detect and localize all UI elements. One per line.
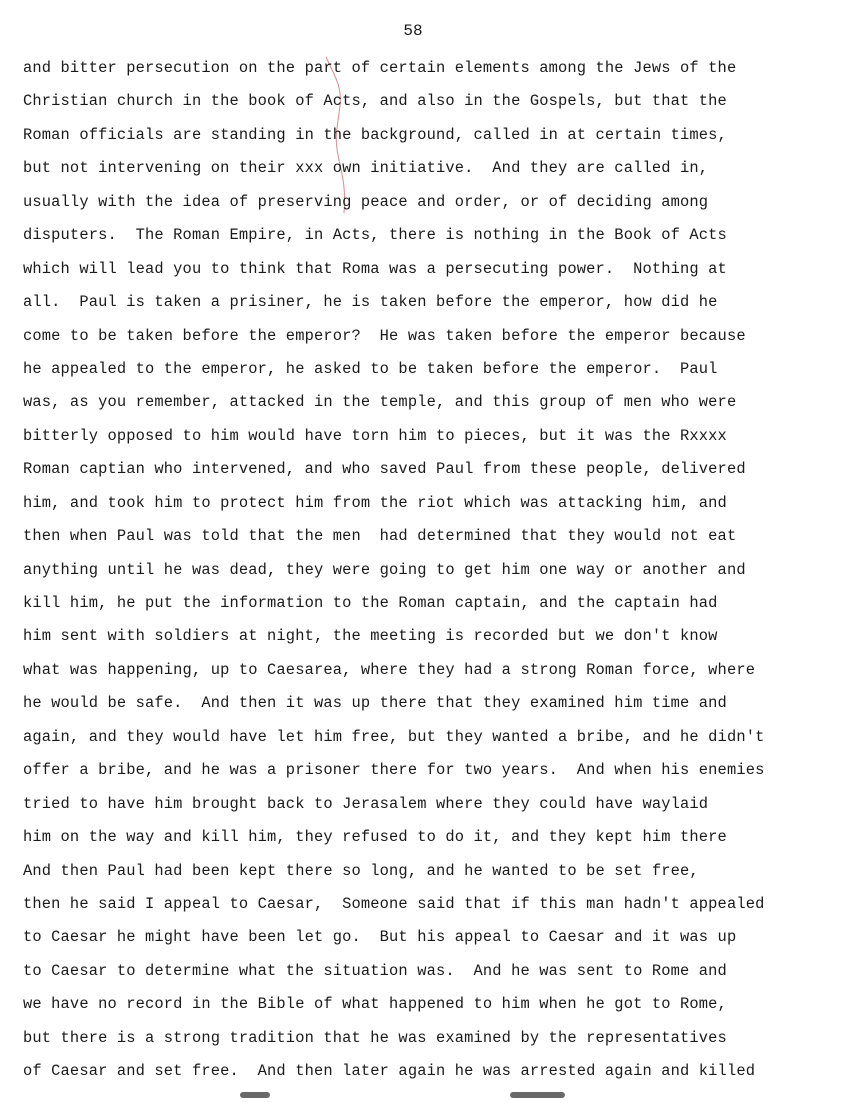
text-line: to Caesar to determine what the situation was. And he was sent to Rome and xyxy=(23,961,727,980)
bottom-smudge xyxy=(240,1092,270,1098)
text-line: Roman captian who intervened, and who saved Paul from these people, delivered xyxy=(23,460,746,479)
page-number: 58 xyxy=(403,22,423,40)
text-line: what was happening, up to Caesarea, where they had a strong Roman force, where xyxy=(23,660,756,679)
text-line: bitterly opposed to him would have torn him to pieces, but it was the Rxxxx xyxy=(23,426,727,445)
text-line: which will lead you to think that Roma was a persecuting power. Nothing at xyxy=(23,259,727,278)
text-line: all. Paul is taken a prisiner, he is taken before the emperor, how did he xyxy=(23,293,718,312)
text-line: but not intervening on their xxx own initiative. And they are called in, xyxy=(23,159,709,178)
text-line: kill him, he put the information to the Roman captain, and the captain had xyxy=(23,594,718,612)
text-line: was, as you remember, attacked in the temple, and this group of men who were xyxy=(23,393,737,412)
text-line: disputers. The Roman Empire, in Acts, there is nothing in the Book of Acts xyxy=(23,226,727,245)
text-line: then when Paul was told that the men had determined that they would not eat xyxy=(23,527,737,546)
text-line: again, and they would have let him free, but they wanted a bribe, and he didn't xyxy=(23,727,765,746)
text-line: him sent with soldiers at night, the meeting is recorded but we don't know xyxy=(23,627,718,646)
text-line: but there is a strong tradition that he was examined by the representatives xyxy=(23,1028,727,1047)
text-line: we have no record in the Bible of what happened to him when he got to Rome, xyxy=(23,995,727,1014)
text-line: Christian church in the book of Acts, and also in the Gospels, but that the xyxy=(23,92,727,111)
text-line: him, and took him to protect him from the riot which was attacking him, and xyxy=(23,493,727,512)
text-line: him on the way and kill him, they refused to do it, and they kept him there xyxy=(23,828,727,847)
text-line: of Caesar and set free. And then later again he was arrested again and killed xyxy=(23,1062,756,1081)
text-line: And then Paul had been kept there so long, and he wanted to be set free, xyxy=(23,861,699,880)
text-line: offer a bribe, and he was a prisoner there for two years. And when his enemies xyxy=(23,761,765,780)
typewritten-body xyxy=(23,57,833,1094)
text-line: to Caesar he might have been let go. But his appeal to Caesar and it was up xyxy=(23,928,737,947)
bottom-smudge xyxy=(510,1092,565,1098)
text-line: Roman officials are standing in the background, called in at certain times, xyxy=(23,125,727,144)
text-line: anything until he was dead, they were going to get him one way or another and xyxy=(23,560,746,579)
text-line: usually with the idea of preserving peace and order, or of deciding among xyxy=(23,192,709,211)
text-line: and bitter persecution on the part of certain elements among the Jews of the xyxy=(23,59,737,77)
text-line: come to be taken before the emperor? He was taken before the emperor because xyxy=(23,326,746,345)
text-line: he appealed to the emperor, he asked to be taken before the emperor. Paul xyxy=(23,359,718,378)
text-line: tried to have him brought back to Jerasalem where they could have waylaid xyxy=(23,794,709,813)
text-line: he would be safe. And then it was up there that they examined him time and xyxy=(23,694,727,713)
text-line: then he said I appeal to Caesar, Someone said that if this man hadn't appealed xyxy=(23,894,765,913)
